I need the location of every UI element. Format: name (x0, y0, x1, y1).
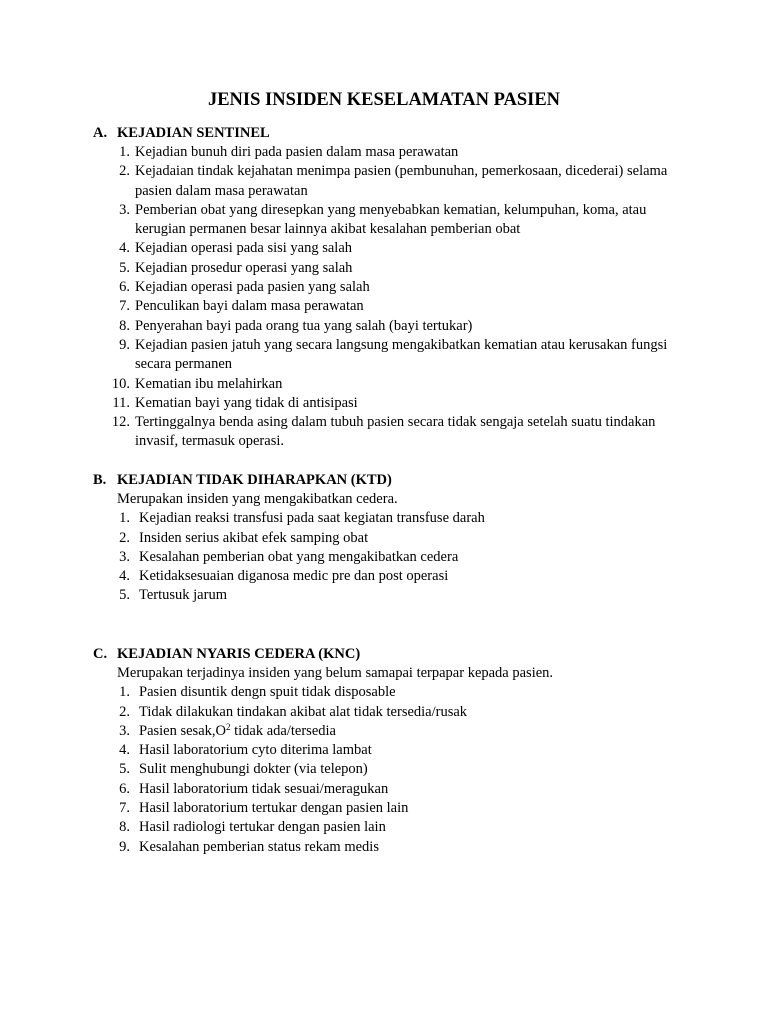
list-item (0, 818, 768, 837)
list-item (0, 413, 768, 452)
item-number: 1. (119, 684, 130, 701)
item-text: Hasil laboratorium tertukar dengan pasien lain (139, 800, 409, 817)
list-item (0, 722, 768, 741)
item-number: 2. (119, 163, 130, 180)
list-item (0, 567, 768, 586)
item-text (139, 722, 675, 741)
section-kejadian-sentinel (0, 123, 768, 452)
item-number: 10. (111, 375, 130, 392)
item-number: 11. (112, 394, 130, 411)
item-number: 7. (119, 800, 130, 817)
item-text: Kejadian operasi pada pasien yang salah (135, 279, 370, 296)
item-number: 7. (119, 298, 130, 315)
item-number: 4. (119, 742, 130, 759)
ktd-list (0, 509, 768, 605)
item-text: Hasil laboratorium cyto diterima lambat (139, 742, 372, 759)
list-item (0, 394, 768, 413)
list-item (0, 239, 768, 258)
list-item (0, 548, 768, 567)
subscript-number: 2 (226, 721, 231, 732)
item-text: Kejadian bunuh diri pada pasien dalam masa perawatan (135, 144, 459, 160)
item-number: 9. (119, 336, 130, 353)
section-letter: B. (93, 472, 107, 488)
section-title: KEJADIAN SENTINEL (117, 125, 270, 141)
item-text: Kejadian operasi pada sisi yang salah (135, 240, 353, 257)
item-text: Kejadian pasien jatuh yang secara langsung mengakibatkan kematian atau kerusakan fungsi secara permanen (135, 336, 668, 373)
list-item (0, 799, 768, 818)
item-text: Kematian ibu melahirkan (135, 375, 283, 392)
list-item (0, 703, 768, 722)
item-text-part: tidak ada/tersedia (230, 722, 336, 739)
item-text: Pemberian obat yang diresepkan yang menyebabkan kematian, kelumpuhan, koma, atau kerugian permanen besar lainnya akibat kesalahan pemberian obat (135, 201, 647, 238)
item-text-part: Pasien sesak,O (139, 722, 226, 739)
sentinel-list (0, 143, 768, 452)
item-text: Kesalahan pemberian status rekam medis (139, 838, 379, 855)
list-item (0, 297, 768, 316)
section-title: KEJADIAN NYARIS CEDERA (KNC) (117, 646, 361, 662)
item-number: 4. (119, 568, 130, 585)
item-text: Penyerahan bayi pada orang tua yang salah (bayi tertukar) (135, 317, 473, 334)
item-number: 8. (119, 317, 130, 334)
item-number: 3. (119, 548, 130, 565)
section-heading (0, 123, 768, 143)
item-text: Tertinggalnya benda asing dalam tubuh pasien secara tidak sengaja setelah suatu tindakan invasif, termasuk operasi. (135, 414, 656, 450)
item-number: 3. (119, 201, 130, 218)
list-item (0, 375, 768, 394)
list-item (0, 760, 768, 779)
section-intro: Merupakan insiden yang mengakibatkan cedera. (117, 491, 398, 507)
item-text: Ketidaksesuaian diganosa medic pre dan post operasi (139, 568, 449, 585)
item-number: 3. (119, 722, 130, 739)
list-item (0, 838, 768, 857)
list-item (0, 278, 768, 297)
section-heading (0, 470, 768, 490)
document-title: JENIS INSIDEN KESELAMATAN PASIEN (207, 90, 561, 110)
list-item (0, 741, 768, 760)
item-text: Pasien disuntik dengn spuit tidak disposable (139, 684, 396, 701)
section-letter: A. (93, 125, 108, 141)
item-text: Kejadaian tindak kejahatan menimpa pasien (pembunuhan, pemerkosaan, dicederai) selama pasien dalam masa perawatan (135, 163, 668, 199)
item-number: 5. (119, 587, 130, 604)
item-text: Hasil radiologi tertukar dengan pasien lain (139, 819, 386, 836)
item-number: 6. (119, 279, 130, 296)
section-title: KEJADIAN TIDAK DIHARAPKAN (KTD) (117, 472, 392, 488)
list-item (0, 259, 768, 278)
list-item (0, 683, 768, 702)
list-item (0, 162, 768, 201)
section-heading (0, 644, 768, 664)
section-letter: C. (93, 646, 108, 662)
list-item (0, 780, 768, 799)
list-item (0, 336, 768, 375)
item-text: Kejadian reaksi transfusi pada saat kegiatan transfuse darah (139, 510, 485, 527)
item-text: Insiden serius akibat efek samping obat (139, 529, 369, 546)
item-number: 9. (119, 838, 130, 855)
section-kejadian-tidak-diharapkan (0, 470, 768, 606)
knc-list (0, 683, 768, 857)
item-number: 2. (119, 529, 130, 546)
item-number: 5. (119, 761, 130, 778)
item-number: 6. (119, 780, 130, 797)
item-text: Tertusuk jarum (139, 587, 227, 604)
list-item (0, 143, 768, 162)
list-item (0, 509, 768, 528)
list-item (0, 317, 768, 336)
list-item (0, 201, 768, 240)
item-text: Penculikan bayi dalam masa perawatan (135, 298, 364, 315)
item-number: 2. (119, 703, 130, 720)
item-text: Hasil laboratorium tidak sesuai/meragukan (139, 780, 389, 797)
list-item (0, 586, 768, 605)
item-text: Tidak dilakukan tindakan akibat alat tidak tersedia/rusak (139, 703, 468, 720)
item-text: Kesalahan pemberian obat yang mengakibatkan cedera (139, 548, 459, 565)
section-intro: Merupakan terjadinya insiden yang belum samapai terpapar kepada pasien. (117, 665, 554, 681)
section-kejadian-nyaris-cedera (0, 644, 768, 857)
item-number: 12. (111, 414, 130, 431)
item-text: Sulit menghubungi dokter (via telepon) (139, 761, 368, 778)
item-number: 1. (119, 510, 130, 527)
list-item (0, 529, 768, 548)
item-number: 1. (119, 144, 130, 160)
item-number: 4. (119, 240, 130, 257)
item-number: 8. (119, 819, 130, 836)
item-text: Kematian bayi yang tidak di antisipasi (135, 394, 358, 411)
item-number: 5. (119, 259, 130, 276)
item-text: Kejadian prosedur operasi yang salah (135, 259, 353, 276)
